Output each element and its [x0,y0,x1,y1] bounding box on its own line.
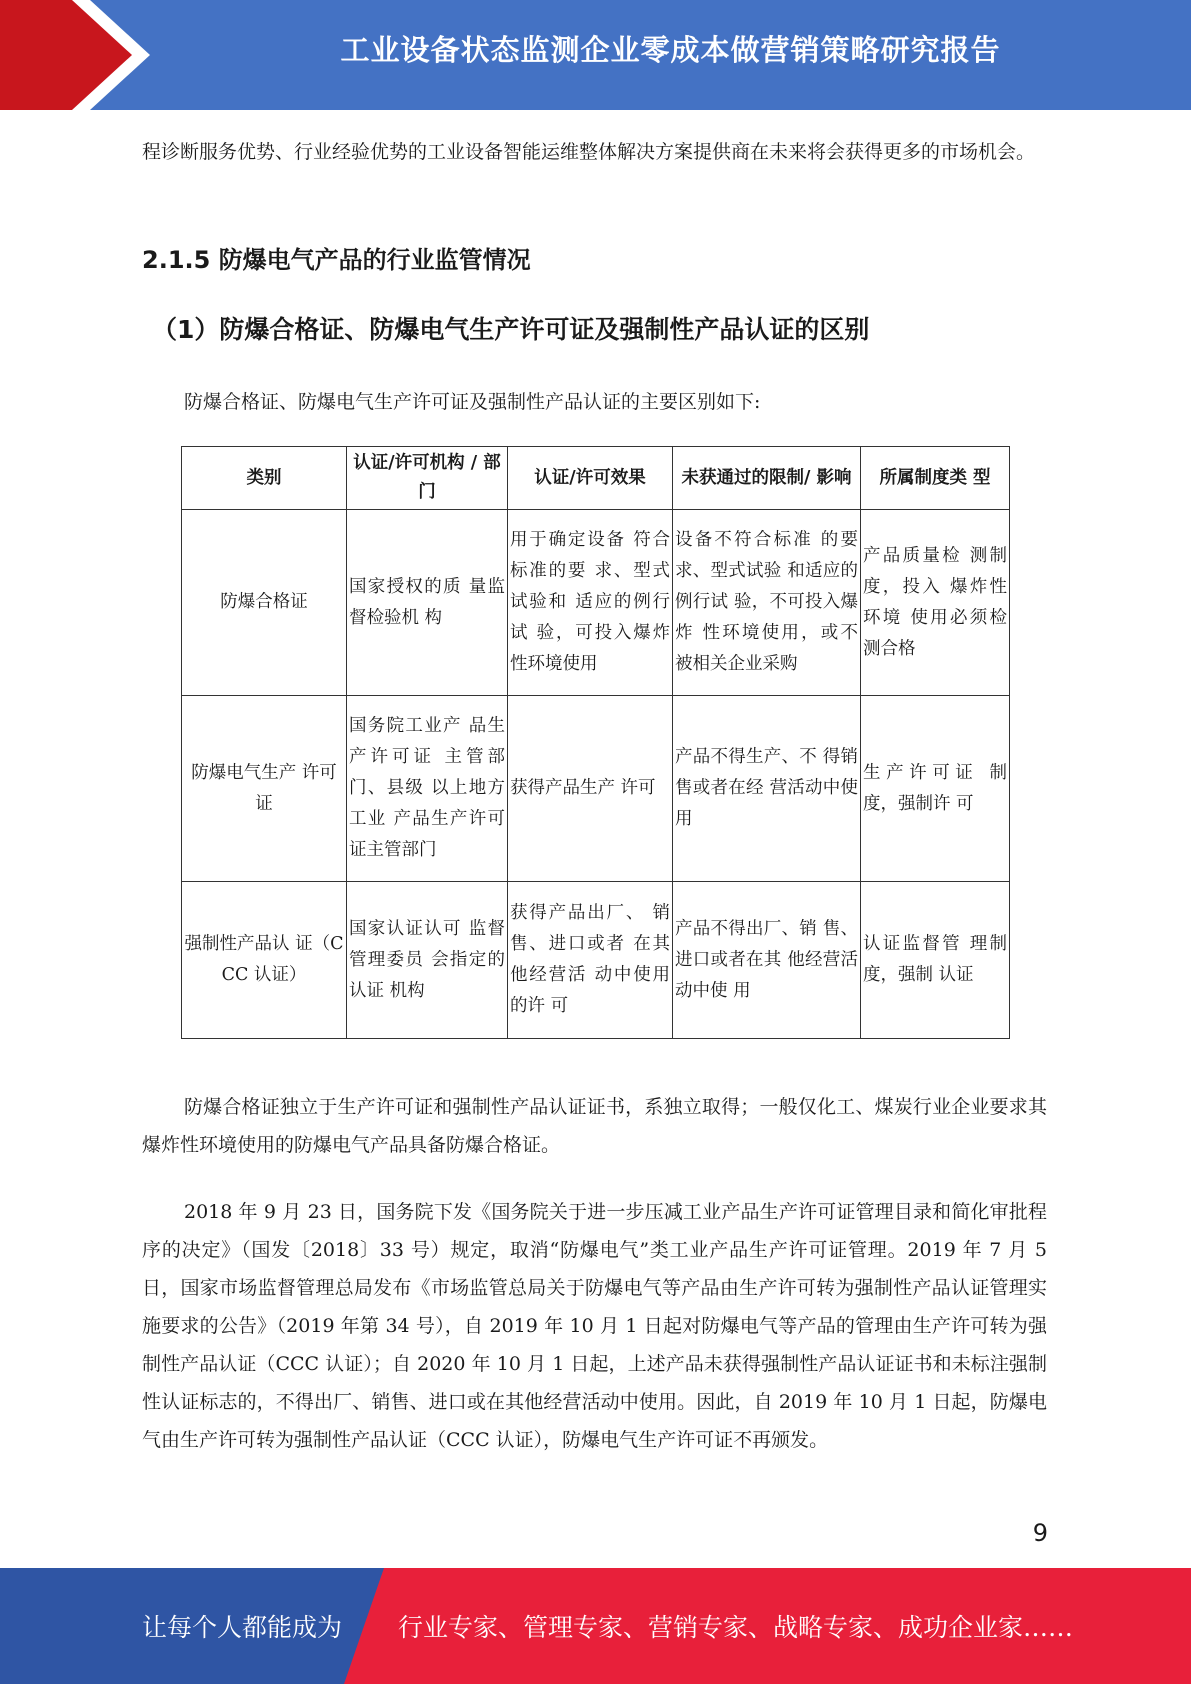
table-cell: 强制性产品认 证（CCC 认证） [182,882,347,1039]
header-title: 工业设备状态监测企业零成本做营销策略研究报告 [340,33,1001,67]
table-cell: 防爆合格证 [182,510,347,696]
table-header-cell: 类别 [182,447,347,510]
table-header-cell: 所属制度类 型 [861,447,1010,510]
table-row [182,696,1010,882]
page-header [0,0,1191,110]
page-footer [0,1568,1191,1684]
table-header-row [182,447,1010,510]
table-cell: 国务院工业产 品生产许可证 主管部门、县级 以上地方工业 产品生产许可 证主管部门 [347,696,508,882]
table-cell: 获得产品出厂、 销售、进口或者 在其他经营活 动中使用的许 可 [508,882,673,1039]
section-heading: 2.1.5 防爆电气产品的行业监管情况 [142,246,531,274]
table-row [182,882,1010,1039]
intro-paragraph: 程诊断服务优势、行业经验优势的工业设备智能运维整体解决方案提供商在未来将会获得更多的市场机会。 [142,141,1036,163]
table-header-cell: 认证/许可效果 [508,447,673,510]
table-cell: 产品质量检 测制度，投入 爆炸性环境 使用必须检 测合格 [861,510,1010,696]
page-number: 9 [1032,1519,1048,1547]
paragraph-certificate: 防爆合格证独立于生产许可证和强制性产品认证证书，系独立取得；一般仅化工、煤炭行业企业要求其爆炸性环境使用的防爆电气产品具备防爆合格证。 [142,1096,1047,1156]
footer-slogan-left: 让每个人都能成为 [142,1613,343,1642]
sub-heading: （1）防爆合格证、防爆电气生产许可证及强制性产品认证的区别 [152,315,870,344]
table-cell: 产品不得出厂、销 售、进口或者在其 他经营活动中使 用 [673,882,861,1039]
comparison-table [181,446,1010,1039]
table-cell: 获得产品生产 许可 [508,696,673,882]
table-header-cell: 未获通过的限制/ 影响 [673,447,861,510]
table-cell: 认证监督管 理制度，强制 认证 [861,882,1010,1039]
footer-slogan-right: 行业专家、管理专家、营销专家、战略专家、成功企业家…… [398,1613,1074,1642]
table-cell: 用于确定设备 符合标准的要 求、型式试验和 适应的例行试 验，可投入爆炸 性环境使用 [508,510,673,696]
header-arrow-flag [0,0,160,110]
paragraph-regulation: 2018 年 9 月 23 日，国务院下发《国务院关于进一步压减工业产品生产许可证管理目录和简化审批程序的决定》（国发〔2018〕33 号）规定，取消“防爆电气”类工业产品生产许可证管理。2019 年 7 月 5 日，国家市场监督管理总局发布《市场监管总局关于防爆电气等产品由生产许可转为强制性产品认证管理实施要求的公告》（2019 年第 34 号），自 2019 年 10 月 1 日起对防爆电气等产品的管理由生产许可转为强制性产品认证（CCC 认证）；自 2020 年 10 月 1 日起，上述产品未获得强制性产品认证证书和未标注强制性认证标志的，不得出厂、销售、进口或在其他经营活动中使用。因此，自 2019 年 10 月 1 日起，防爆电气由生产许可转为强制性产品认证（CCC 认证），防爆电气生产许可证不再颁发。 [142,1201,1047,1451]
table-cell: 生产许可证 制度，强制许 可 [861,696,1010,882]
table-row [182,510,1010,696]
table-cell: 防爆电气生产 许可证 [182,696,347,882]
table-cell: 设备不符合标准 的要求、型式试验 和适应的例行试 验，不可投入爆炸 性环境使用，或不 被相关企业采购 [673,510,861,696]
table-intro: 防爆合格证、防爆电气生产许可证及强制性产品认证的主要区别如下: [184,391,761,413]
table-header-cell: 认证/许可机构 / 部门 [347,447,508,510]
table-cell: 产品不得生产、不 得销售或者在经 营活动中使用 [673,696,861,882]
table-cell: 国家认证认可 监督管理委员 会指定的认证 机构 [347,882,508,1039]
table-cell: 国家授权的质 量监督检验机 构 [347,510,508,696]
